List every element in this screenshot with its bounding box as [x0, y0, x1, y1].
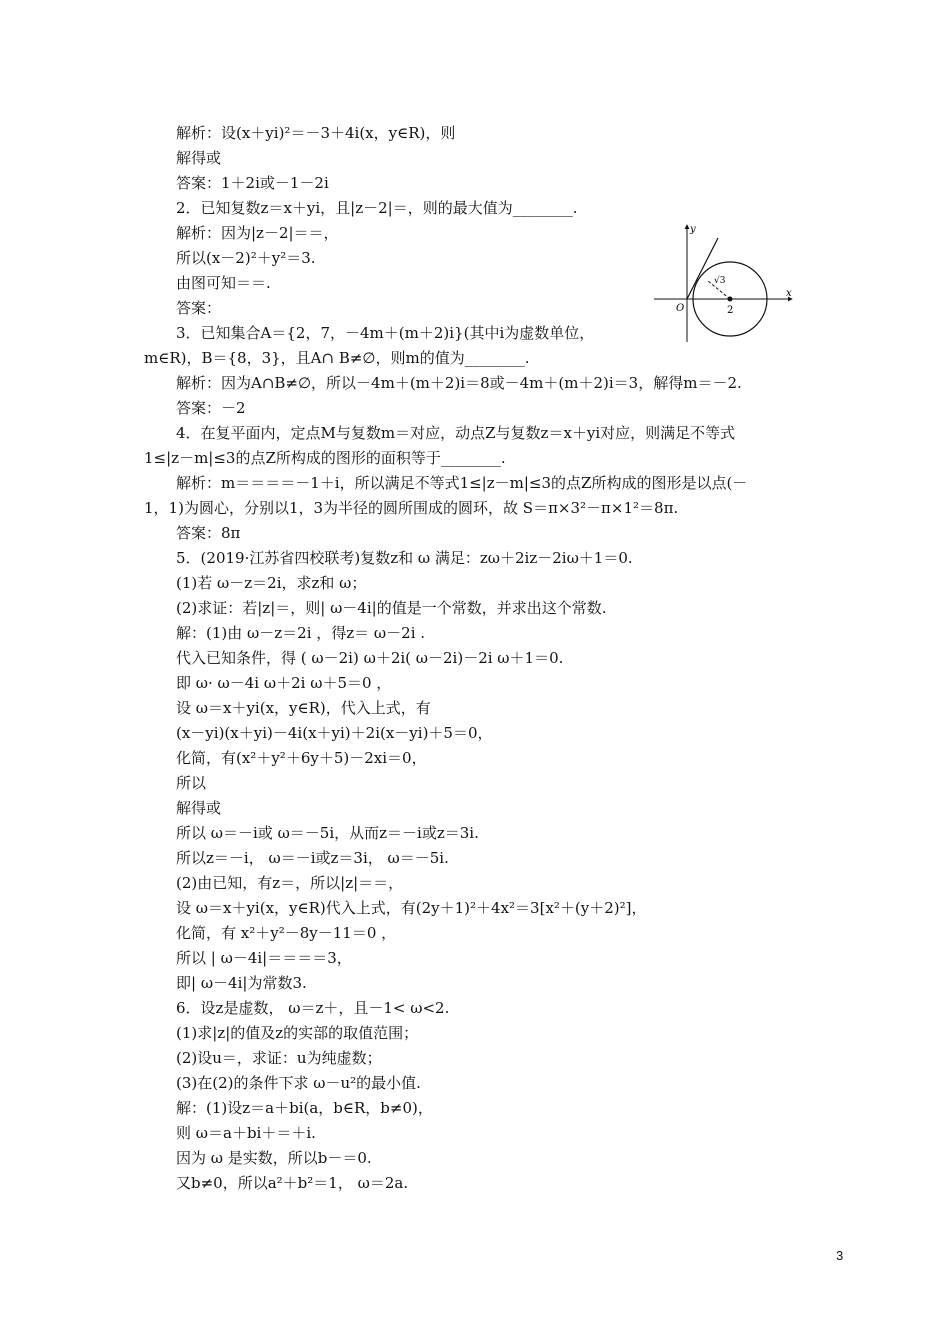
text-line: (2)设u＝，求证：u为纯虚数； — [176, 1049, 382, 1067]
radius-label: √3 — [714, 276, 726, 286]
text-line: 解得或 — [176, 149, 222, 167]
text-line: 解：(1)设z＝a＋bi(a，b∈R，b≠0)， — [176, 1099, 433, 1117]
text-line: 6．设z是虚数， ω＝z＋，且－1< ω<2. — [176, 999, 450, 1017]
text-line: 解析：因为|z－2|＝＝， — [176, 224, 339, 242]
text-line: 解析：m＝＝＝＝－1＋i，所以满足不等式1≤|z－m|≤3的点Z所构成的图形是以点(－ — [176, 474, 748, 492]
text-line: 设 ω＝x＋yi(x，y∈R)代入上式，有(2y＋1)²＋4x²＝3[x²＋(y＋2)²]， — [176, 899, 647, 917]
tangent-line — [687, 238, 718, 299]
text-line: 设 ω＝x＋yi(x，y∈R)，代入上式，有 — [176, 699, 431, 717]
text-line: 所以(x－2)²＋y²＝3. — [176, 249, 316, 267]
text-line: (3)在(2)的条件下求 ω－u²的最小值. — [176, 1074, 421, 1092]
text-line: 1≤|z－m|≤3的点Z所构成的图形的面积等于________. — [144, 449, 506, 467]
text-line: 答案：8π — [176, 524, 241, 542]
text-line: 所以 ω＝－i或 ω＝－5i，从而z＝－i或z＝3i. — [176, 824, 479, 842]
text-line: (1)若 ω－z＝2i，求z和 ω； — [176, 574, 367, 592]
text-line: 解：(1)由 ω－z＝2i ，得z＝ ω－2i . — [176, 624, 426, 642]
text-line: 因为 ω 是实数，所以b－＝0. — [176, 1149, 372, 1167]
text-line: 所以 — [176, 774, 207, 792]
text-line: 即 ω· ω－4i ω＋2i ω＋5＝0 ， — [176, 674, 392, 692]
text-line: 3．已知集合A＝{2，7，－4m＋(m＋2)i}(其中i为虚数单位， — [176, 324, 595, 342]
y-axis-label: y — [690, 224, 696, 235]
text-line: 所以 | ω－4i|＝＝＝＝3， — [176, 949, 352, 967]
text-line: (x－yi)(x＋yi)－4i(x＋yi)＋2i(x－yi)＋5＝0， — [176, 724, 493, 742]
text-line: 5．(2019·江苏省四校联考)复数z和 ω 满足：zω＋2iz－2iω＋1＝0. — [176, 549, 633, 567]
origin-label: O — [676, 303, 685, 314]
text-line: 1，1)为圆心，分别以1，3为半径的圆所围成的圆环，故 S＝π×3²－π×1²＝8π. — [144, 499, 679, 517]
text-line: (2)求证：若|z|＝，则| ω－4i|的值是一个常数，并求出这个常数. — [176, 599, 607, 617]
text-line: 所以z＝－i， ω＝－i或z＝3i， ω＝－5i. — [176, 849, 449, 867]
text-line: 代入已知条件，得 ( ω－2i) ω＋2i( ω－2i)－2i ω＋1＝0. — [176, 649, 564, 667]
text-line: 又b≠0，所以a²＋b²＝1， ω＝2a. — [176, 1174, 409, 1192]
text-line: 即| ω－4i|为常数3. — [176, 974, 307, 992]
text-line: (2)由已知，有z＝，所以|z|＝＝， — [176, 874, 404, 892]
text-line: 由图可知＝＝. — [176, 274, 271, 292]
text-line: 答案：－2 — [176, 399, 246, 417]
text-line: 解析：因为A∩B≠∅，所以－4m＋(m＋2)i＝8或－4m＋(m＋2)i＝3，解得m＝－2. — [176, 374, 742, 392]
x-axis-label: x — [786, 288, 792, 299]
text-line: 答案： — [176, 299, 222, 317]
page-number: 3 — [836, 1248, 844, 1263]
text-line: 则 ω＝a＋bi＋＝＋i. — [176, 1124, 316, 1142]
text-line: 2．已知复数z＝x＋yi，且|z－2|＝，则的最大值为________. — [176, 199, 578, 217]
text-line: 化简，有(x²＋y²＋6y＋5)－2xi＝0， — [176, 749, 427, 767]
center-dot — [728, 297, 733, 302]
text-line: 4．在复平面内，定点M与复数m＝对应，动点Z与复数z＝x＋yi对应，则满足不等式 — [176, 424, 736, 442]
text-line: (1)求|z|的值及z的实部的取值范围； — [176, 1024, 419, 1042]
text-line: 化简，有 x²＋y²－8y－11＝0 ， — [176, 924, 397, 942]
text-line: 解析：设(x＋yi)²＝－3＋4i(x，y∈R)，则 — [176, 124, 456, 142]
center-label: 2 — [727, 305, 734, 316]
text-line: 解得或 — [176, 799, 222, 817]
circle-figure — [650, 220, 800, 345]
text-line: 答案：1＋2i或－1－2i — [176, 174, 329, 192]
text-line: m∈R)，B＝{8，3}，且A∩ B≠∅，则m的值为________. — [144, 349, 530, 367]
